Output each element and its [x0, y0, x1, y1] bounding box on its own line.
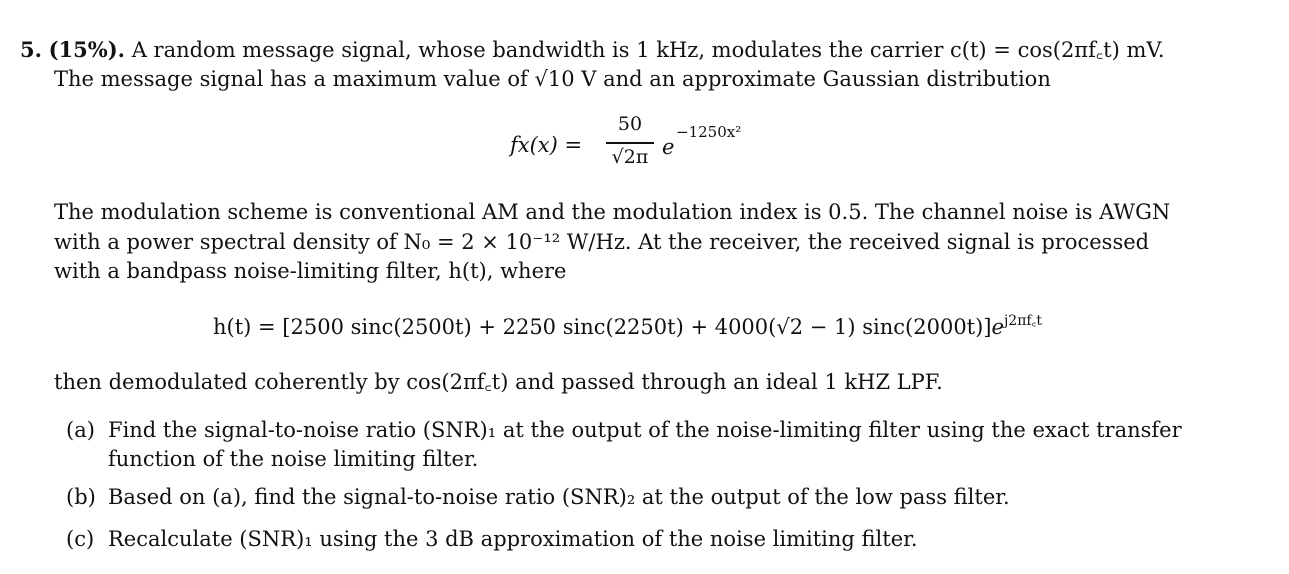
problem-intro-line2: The message signal has a maximum value of √10 V and an approximate Gaussian distribution	[54, 67, 1051, 91]
problem-intro-text1: A random message signal, whose bandwidth is 1 kHz, modulates the carrier c(t) = cos(2πf꜀t) mV.	[131, 38, 1165, 62]
pdf-exponent: −1250x²	[676, 123, 742, 141]
question-a-line1: Find the signal-to-noise ratio (SNR)₁ at the output of the noise-limiting filter using the exact transfer	[108, 418, 1182, 442]
question-a-line2: function of the noise limiting filter.	[108, 447, 479, 471]
paragraph2-line3: with a bandpass noise-limiting filter, h(t), where	[54, 259, 567, 283]
question-b-line1: Based on (a), find the signal-to-noise ratio (SNR)₂ at the output of the low pass filter.	[108, 485, 1010, 509]
pdf-numerator: 50	[617, 113, 643, 135]
pdf-fraction-bar	[606, 142, 654, 144]
filter-equation-body: h(t) = [2500 sinc(2500t) + 2250 sinc(2250t) + 4000(√2 − 1) sinc(2000t)]	[213, 315, 992, 339]
pdf-exp-base: e	[662, 135, 675, 159]
question-b-label: (b)	[66, 485, 96, 509]
paragraph3-line1: then demodulated coherently by cos(2πf꜀t) and passed through an ideal 1 kHZ LPF.	[54, 370, 943, 394]
paragraph2-line2: with a power spectral density of N₀ = 2 × 10⁻¹² W/Hz. At the receiver, the received signal is processed	[54, 230, 1150, 254]
question-a-label: (a)	[66, 418, 95, 442]
question-c-label: (c)	[66, 527, 95, 551]
problem-number: 5.	[20, 37, 42, 62]
filter-equation	[213, 315, 1042, 339]
paragraph2-line1: The modulation scheme is conventional AM and the modulation index is 0.5. The channel noise is AWGN	[54, 200, 1171, 224]
problem-weight: (15%).	[48, 37, 125, 62]
problem-intro-line1	[20, 37, 1165, 63]
filter-exp-power: j2πf꜀t	[1003, 313, 1043, 329]
filter-exp-base: e	[991, 315, 1004, 339]
question-c-line1: Recalculate (SNR)₁ using the 3 dB approximation of the noise limiting filter.	[108, 527, 918, 551]
pdf-lhs: fx(x) =	[510, 133, 583, 157]
pdf-denominator: √2π	[611, 146, 649, 168]
